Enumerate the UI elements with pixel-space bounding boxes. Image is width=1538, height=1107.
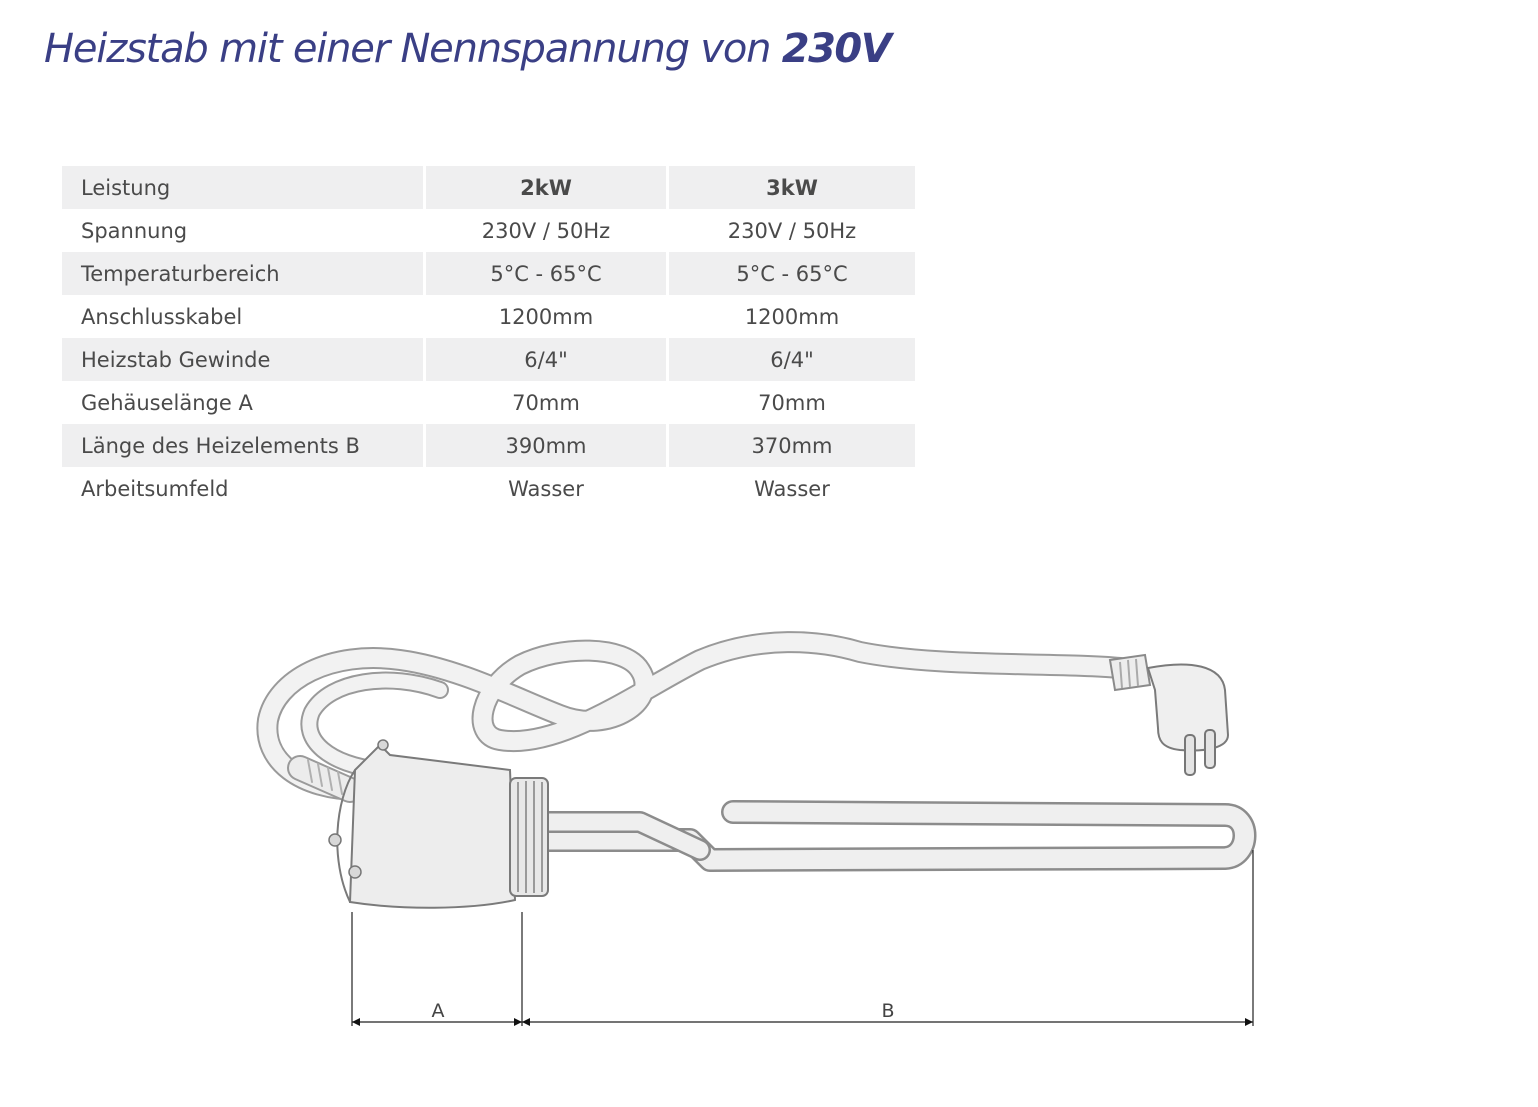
row-value-3kw: 230V / 50Hz bbox=[668, 209, 916, 252]
row-value-3kw: 5°C - 65°C bbox=[668, 252, 916, 295]
plug bbox=[1110, 655, 1228, 775]
title-voltage: 230V bbox=[781, 26, 891, 72]
header-label: Leistung bbox=[62, 166, 425, 209]
row-value-2kw: 6/4" bbox=[425, 338, 668, 381]
row-value-2kw: 390mm bbox=[425, 424, 668, 467]
header-col-3kw: 3kW bbox=[668, 166, 916, 209]
heating-element bbox=[545, 812, 1245, 860]
row-value-2kw: 70mm bbox=[425, 381, 668, 424]
row-value-2kw: Wasser bbox=[425, 467, 668, 510]
row-value-3kw: 6/4" bbox=[668, 338, 916, 381]
row-label: Arbeitsumfeld bbox=[81, 476, 229, 501]
housing bbox=[329, 740, 548, 908]
row-value-2kw: 230V / 50Hz bbox=[425, 209, 668, 252]
row-value-2kw: 5°C - 65°C bbox=[425, 252, 668, 295]
row-label: Heizstab Gewinde bbox=[62, 338, 425, 381]
row-label: Gehäuselänge A bbox=[81, 390, 253, 415]
header-col-2kw: 2kW bbox=[425, 166, 668, 209]
row-label: Spannung bbox=[81, 218, 188, 243]
title-prefix: Heizstab mit einer Nennspannung von bbox=[44, 26, 771, 72]
dim-a-label: A bbox=[431, 1000, 445, 1022]
row-value-3kw: 70mm bbox=[668, 381, 916, 424]
row-label: Länge des Heizelements B bbox=[62, 424, 425, 467]
row-value-3kw: 1200mm bbox=[668, 295, 916, 338]
row-label: Temperaturbereich bbox=[62, 252, 425, 295]
row-value-3kw: Wasser bbox=[668, 467, 916, 510]
dim-b-label: B bbox=[881, 1000, 895, 1022]
row-value-2kw: 1200mm bbox=[425, 295, 668, 338]
row-label: Anschlusskabel bbox=[81, 304, 243, 329]
row-value-3kw: 370mm bbox=[668, 424, 916, 467]
